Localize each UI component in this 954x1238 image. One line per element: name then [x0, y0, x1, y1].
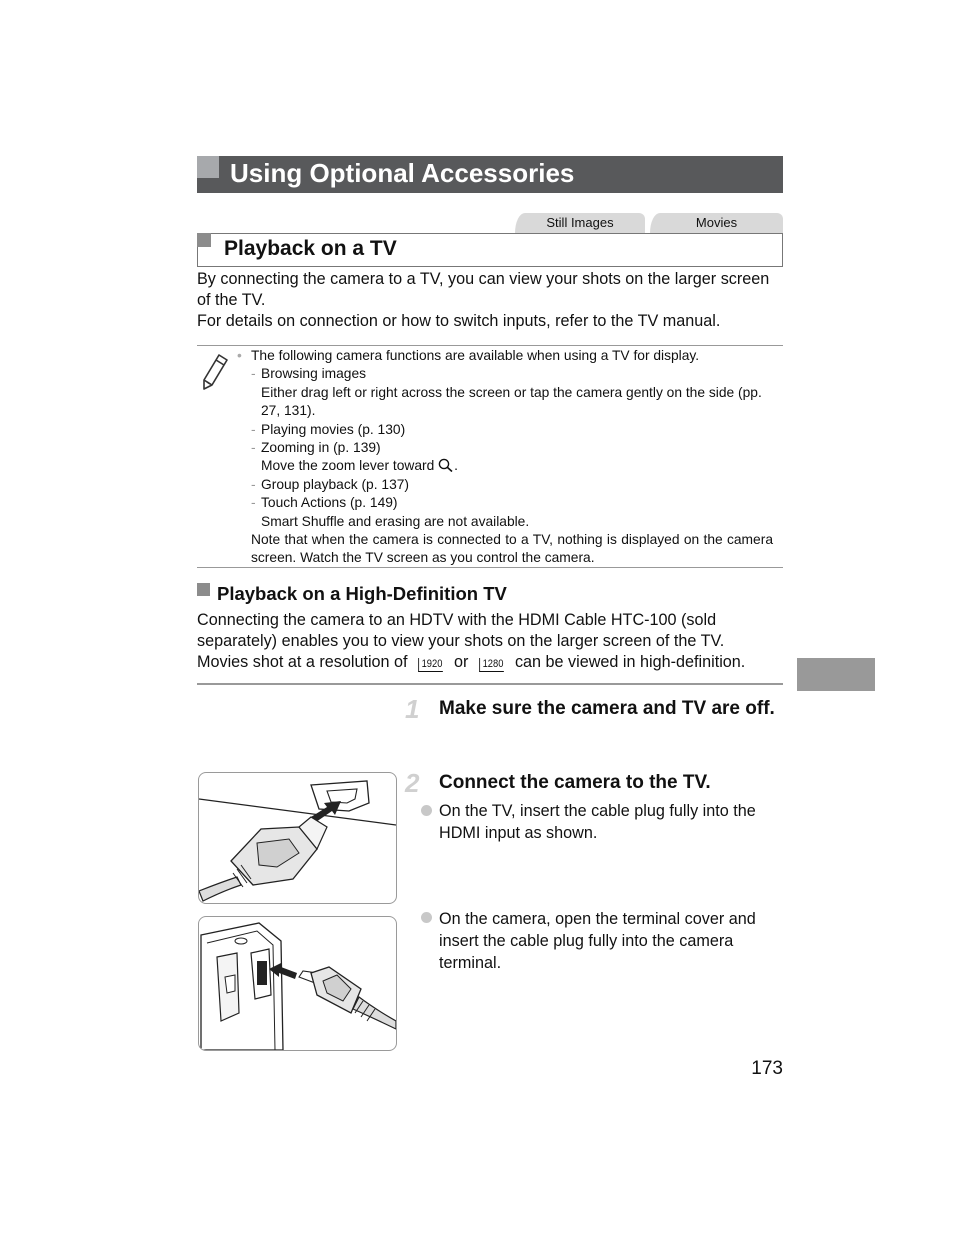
step-2-number: 2: [405, 768, 420, 798]
note-item-title: Zooming in (p. 139): [261, 440, 381, 456]
note-final: Note that when the camera is connected to a TV, nothing is displayed on the camera screen. Watch the TV screen as you control the camera.: [251, 532, 773, 566]
note-item-title: Touch Actions (p. 149): [261, 495, 398, 511]
chapter-heading-square: [197, 156, 219, 178]
step-2-title: Connect the camera to the TV.: [439, 772, 711, 793]
hdmi-plug-tv-icon: [199, 773, 396, 903]
section-title: Playback on a TV: [224, 237, 397, 260]
hd-text-1: Connecting the camera to an HDTV with the HDMI Cable HTC-100 (sold separately) enables you to view your shots on the larger screen of the TV.: [197, 611, 725, 650]
note-box: [251, 347, 773, 568]
zoom-in-magnifier-icon: [438, 458, 454, 472]
hd-text-2-after: can be viewed in high-definition.: [514, 653, 746, 671]
intro-line-1: By connecting the camera to a TV, you can view your shots on the larger screen of the TV.: [197, 270, 770, 309]
pencil-icon: [199, 352, 231, 392]
note-item: - Browsing images: [251, 366, 367, 382]
intro-paragraph: [197, 269, 787, 332]
note-item-detail: Move the zoom lever toward .: [261, 458, 458, 474]
note-item: - Playing movies (p. 130): [251, 421, 406, 437]
note-item-title: Playing movies (p. 130): [261, 421, 406, 437]
note-item: - Zooming in (p. 139): [251, 440, 381, 456]
intro-line-2: For details on connection or how to switch inputs, refer to the TV manual.: [197, 312, 721, 330]
bullet-dot: [421, 912, 432, 923]
step-1-number: 1: [405, 694, 420, 724]
chapter-side-tab: [797, 658, 875, 691]
note-item: - Touch Actions (p. 149): [251, 495, 398, 511]
bullet-camera: On the camera, open the terminal cover and insert the cable plug fully into the camera terminal.: [439, 910, 756, 972]
note-item-detail: Smart Shuffle and erasing are not available.: [261, 513, 530, 529]
page-number: 173: [751, 1058, 783, 1079]
hd-text-2-mid: or: [454, 653, 469, 671]
subheading-square: [197, 583, 210, 596]
bullet-dot: [421, 805, 432, 816]
tab-still-images: Still Images: [515, 213, 645, 233]
step-1-title: Make sure the camera and TV are off.: [439, 698, 775, 719]
resolution-1920-icon: 1920: [418, 658, 443, 672]
section-heading-square: [197, 233, 211, 247]
note-item-title: Browsing images: [261, 366, 367, 382]
subheading-title: Playback on a High-Definition TV: [217, 583, 507, 604]
note-item-title: Group playback (p. 137): [261, 476, 410, 492]
camera-terminal-illustration: [198, 916, 397, 1051]
note-rule-top: [197, 345, 783, 346]
chapter-title: Using Optional Accessories: [230, 158, 575, 188]
note-item-detail: Either drag left or right across the screen or tap the camera gently on the side (pp. 27, 131).: [261, 384, 762, 419]
tab-movies: Movies: [650, 213, 783, 233]
hdmi-plug-camera-icon: [199, 917, 396, 1050]
bullet-tv: On the TV, insert the cable plug fully into the HDMI input as shown.: [439, 802, 756, 842]
resolution-1280-icon: 1280: [479, 658, 504, 672]
note-rule-bottom: [197, 567, 783, 568]
section-divider: [197, 683, 783, 685]
hd-paragraph: [197, 610, 787, 673]
note-item-detail-text: Move the zoom lever toward: [261, 458, 435, 474]
hd-text-2-before: Movies shot at a resolution of: [197, 653, 408, 671]
hd-text-2: [197, 652, 787, 673]
tv-hdmi-illustration: [198, 772, 397, 904]
note-item: - Group playback (p. 137): [251, 476, 410, 492]
note-lead: • The following camera functions are available when using a TV for display.: [251, 347, 773, 365]
